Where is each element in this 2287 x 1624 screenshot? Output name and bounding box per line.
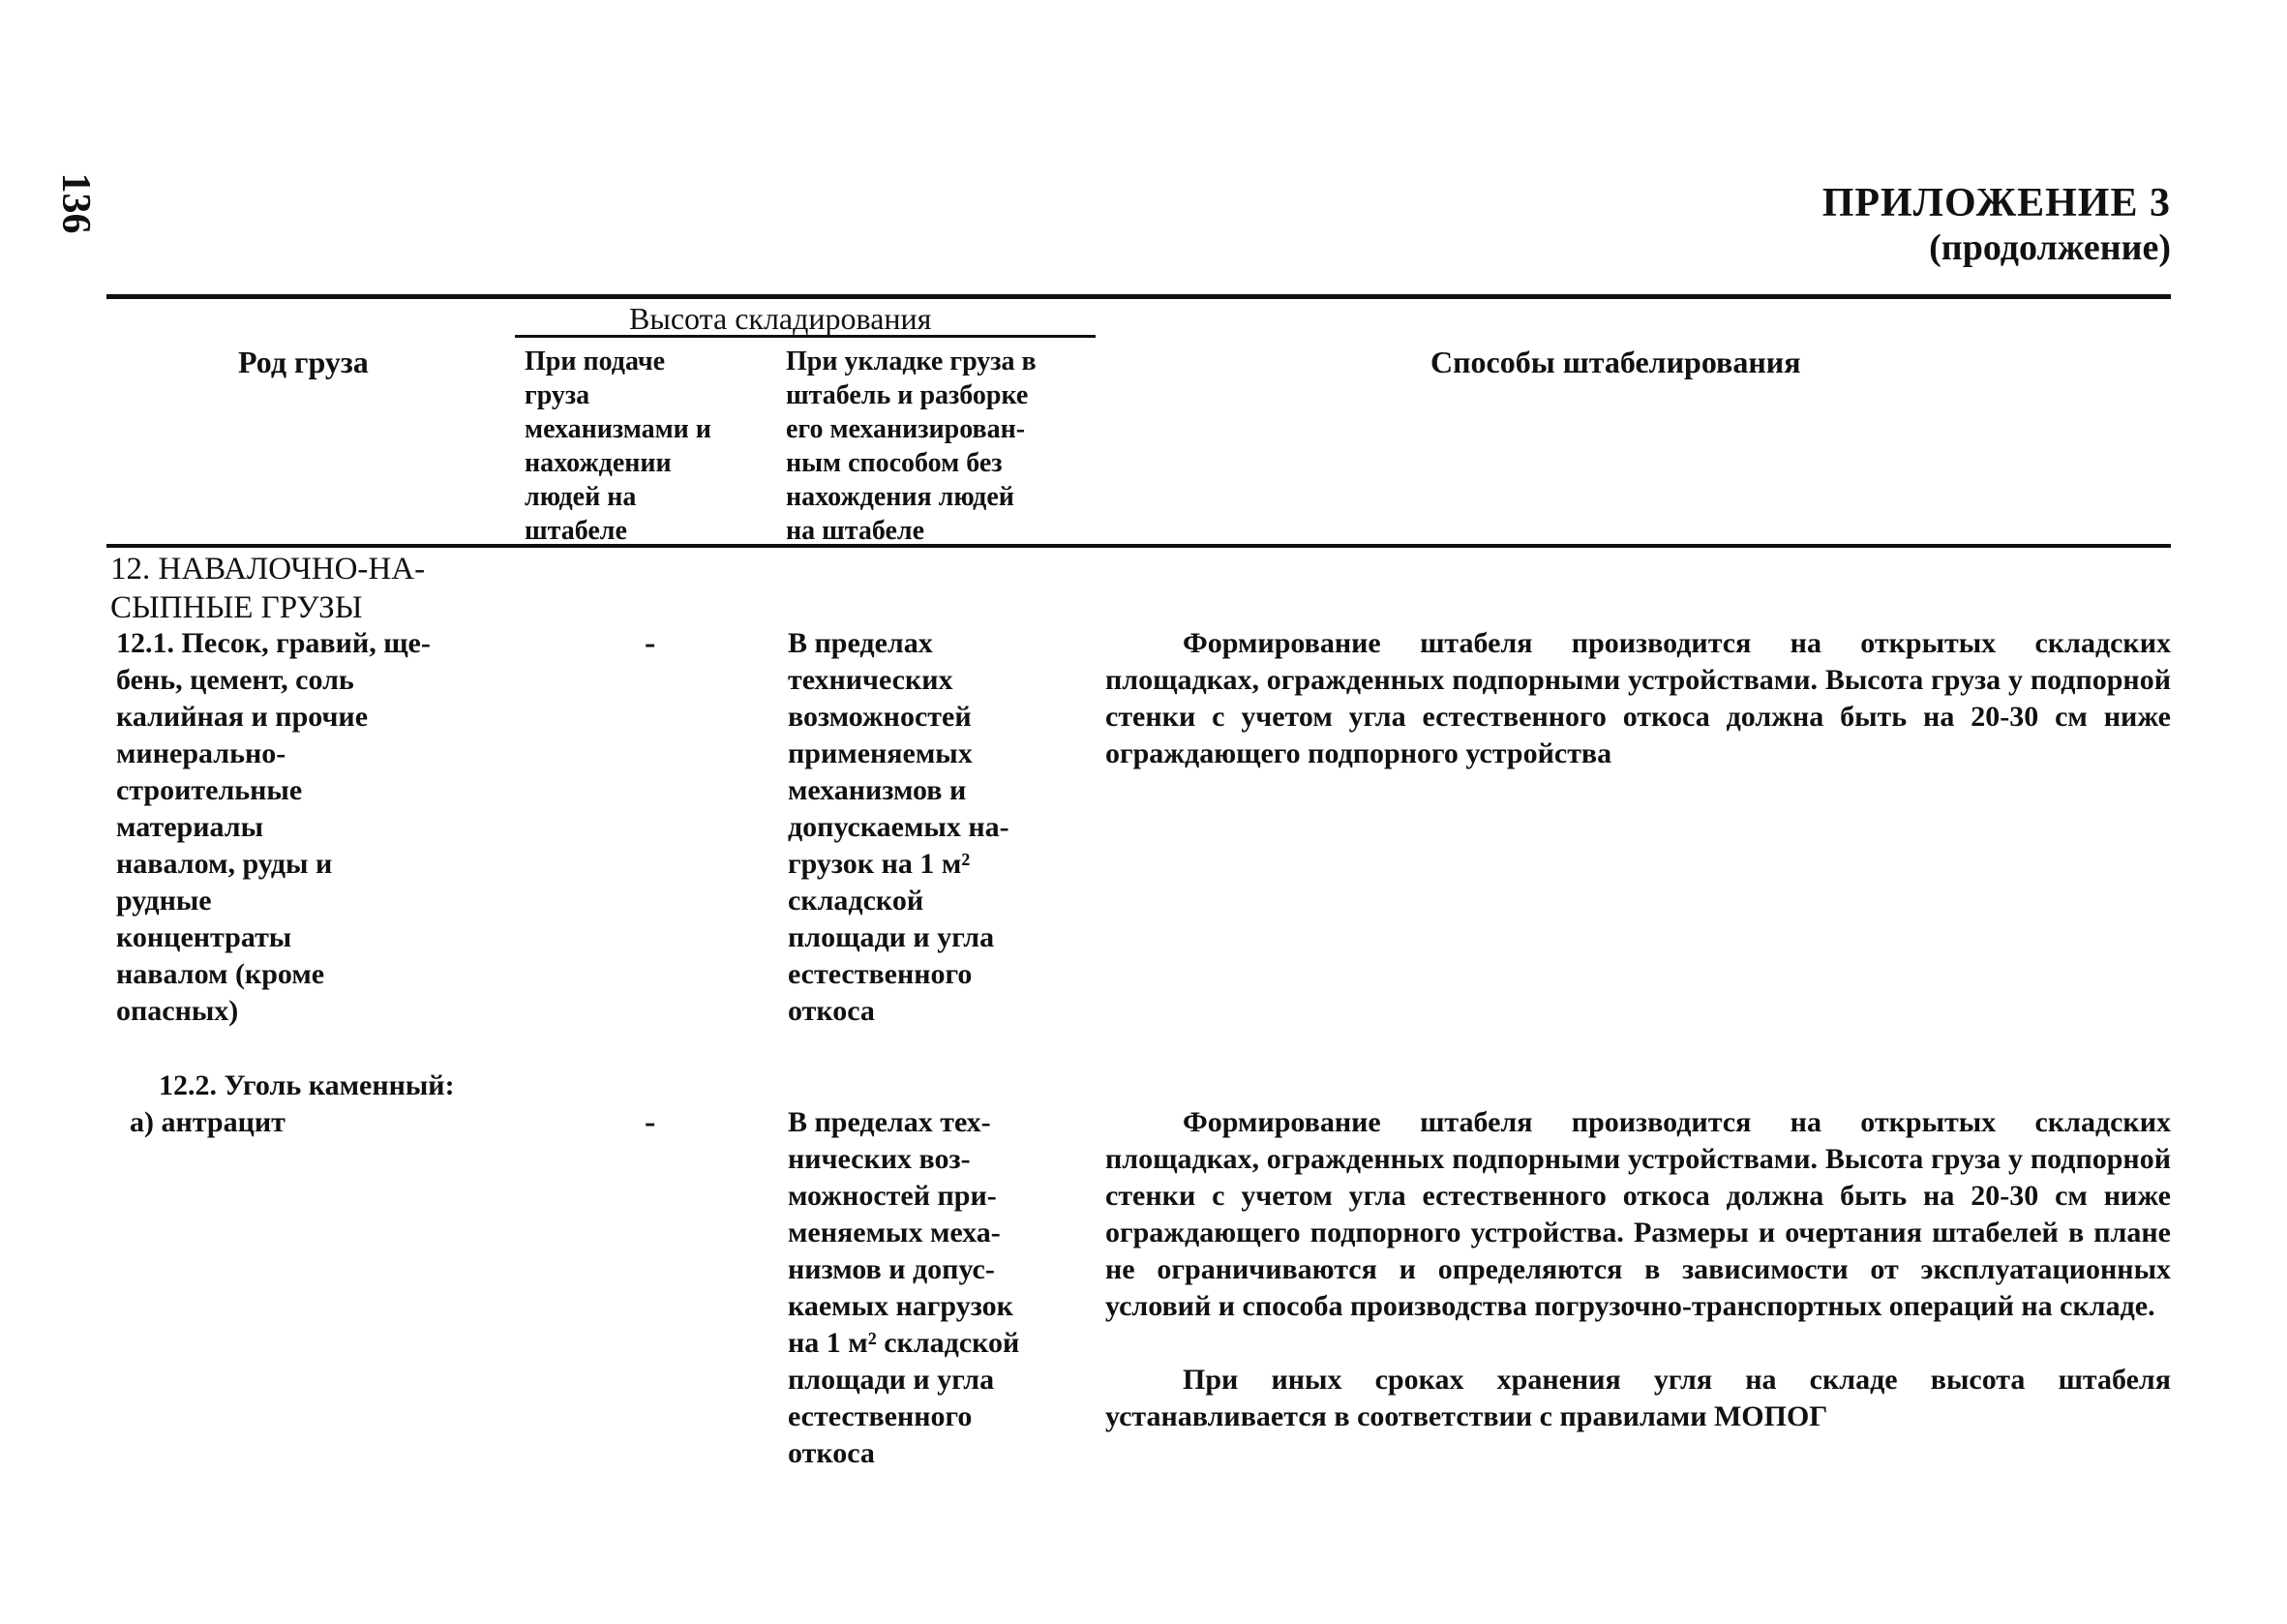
row-12-2-height-with-people: - [645, 1104, 656, 1140]
appendix-subtitle: (продолжение) [1929, 227, 2171, 268]
row-12-1-height-without-people: В пределах технических возможностей применяемых механизмов и допускаемых на- грузок на 1 м² складской площади и угла естественного откоса [788, 627, 1009, 1027]
header-storage-height: Высота складирования [629, 301, 932, 336]
row-12-2-height-without-people: В пределах тех- нических воз- можностей при- меняемых меха- низмов и допус- каемых нагрузок на 1 м² складской площади и угла естественного откоса [788, 1106, 1020, 1469]
header-cargo-type: Род груза [238, 345, 369, 379]
header-stacking-methods: Способы штабелирования [1430, 345, 1801, 379]
header-height-with-people: При подаче груза механизмами и нахождении людей на штабеле [525, 346, 711, 546]
header-bottom-rule [106, 544, 2171, 548]
row-12-2-cargo: а) антрацит [130, 1106, 286, 1138]
header-height-without-people: При укладке груза в штабель и разборке его механизирован- ным способом без нахождения людей на штабеле [786, 346, 1037, 546]
row-12-2-title: 12.2. Уголь каменный: [159, 1069, 455, 1101]
row-12-2-method-paragraph-1: Формирование штабеля производится на открытых складских площадках, огражденных подпорными устройствами. Высота груза у подпорной стенки с учетом угла естественного откоса должна быть на 20-30 см ниже ограждающего подпорного устройства. Размеры и очертания штабелей в плане не ограничиваются и определяются в зависимости от эксплуатационных условий и способа производства погрузочно-транспортных операций на складе. [1105, 1106, 2171, 1322]
page-number: 136 [53, 172, 98, 234]
row-12-1-height-with-people: - [645, 625, 656, 661]
appendix-title: ПРИЛОЖЕНИЕ 3 [1821, 181, 2171, 226]
section-12-title: 12. НАВАЛОЧНО-НА- СЫПНЫЕ ГРУЗЫ [110, 552, 426, 625]
row-12-2-method-paragraph-2: При иных сроках хранения угля на складе высота штабеля устанавливается в соответствии с правилами МОПОГ [1105, 1364, 2171, 1432]
row-12-1-method: Формирование штабеля производится на открытых складских площадках, огражденных подпорными устройствами. Высота груза у подпорной стенки с учетом угла естественного откоса должна быть на 20-30 см ниже ограждающего подпорного устройства [1105, 627, 2171, 769]
row-12-1-cargo: 12.1. Песок, гравий, ще- бень, цемент, соль калийная и прочие минерально- строительные материалы навалом, руды и рудные концентраты навалом (кроме опасных) [116, 627, 431, 1027]
table-top-rule [106, 294, 2171, 299]
